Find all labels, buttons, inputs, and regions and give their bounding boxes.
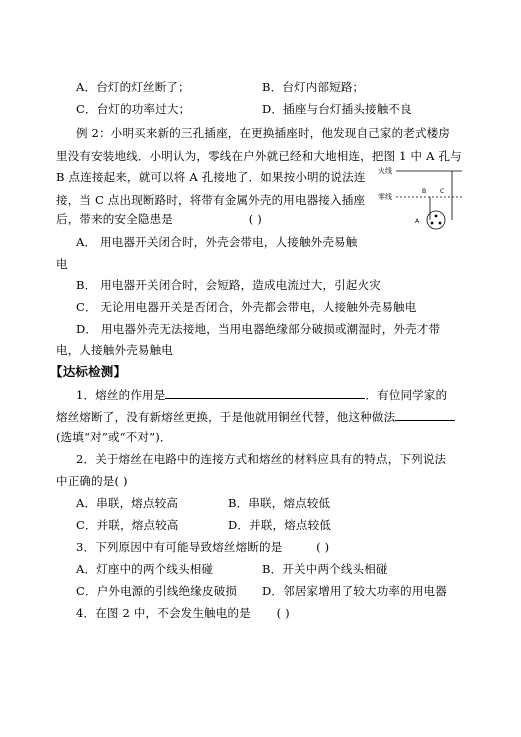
q4-answer-paren: ( ) (276, 606, 290, 620)
prev-option-b: B．台灯内部短路； (262, 80, 365, 94)
label-hole-a: A (415, 218, 420, 225)
q4-text: 4．在图 2 中，不会发生触电的是 (76, 606, 251, 620)
q2-option-a: A．串联，熔点较高 (76, 496, 179, 510)
q1-text-2: 熔丝熔断了，没有新熔丝更换，于是他就用铜丝代替，他这种做法 (56, 410, 396, 424)
q4-line (76, 606, 290, 621)
q2-line2: 中正确的是( ) (56, 474, 128, 488)
label-live-wire: 火线 (378, 167, 392, 175)
q2-line1: 2．关于熔丝在电路中的连接方式和熔丝的材料应具有的特点，下列说法 (76, 452, 447, 466)
q1-blank-1 (165, 387, 365, 399)
example2-option-b: B． 用电器开关闭合时，会短路，造成电流过大，引起火灾 (76, 278, 382, 292)
figure-1-socket-diagram (376, 160, 466, 232)
example2-option-a-line2: 电 (56, 257, 68, 271)
section-title: 【达标检测】 (50, 364, 127, 379)
q2-option-c: C．并联，熔点较高 (76, 518, 179, 532)
q3-text: 3．下列原因中有可能导致熔丝熔断的是 (76, 540, 283, 554)
q3-option-d: D．邻居家增用了较大功率的用电器 (262, 584, 447, 598)
example2-line1: 例 2：小明买来新的三孔插座，在更换插座时，他发现自己家的老式楼房 (76, 126, 451, 140)
q1-text-start: 1．熔丝的作用是 (76, 388, 166, 402)
answer-paren: ( ) (248, 212, 262, 226)
q1-text-end: ．有位同学家的 (365, 388, 448, 402)
q2-option-b: B．串联，熔点较低 (228, 496, 331, 510)
example2-option-d-line2: 电，人接触外壳易触电 (56, 343, 173, 357)
label-neutral-wire: 零线 (378, 193, 392, 201)
q1-line2 (56, 409, 455, 425)
example2-line5-text: 后，带来的安全隐患是 (56, 212, 173, 226)
prev-option-d: D．插座与台灯插头接触不良 (262, 102, 412, 116)
prev-option-c: C．台灯的功率过大； (76, 102, 191, 116)
q1-line1 (76, 387, 447, 403)
example2-line2: 里没有安装地线．小明认为，零线在户外就已经和大地相连，把图 1 中 A 孔与 (56, 149, 462, 163)
q1-blank-2 (395, 409, 455, 421)
q3-option-a: A．灯座中的两个线头相碰 (76, 562, 214, 576)
example2-option-d-line1: D． 用电器外壳无法接地，当用电器绝缘部分破损或潮湿时，外壳才带 (76, 322, 441, 336)
example2-option-a-line1: A． 用电器开关闭合时，外壳会带电，人接触外壳易触 (76, 235, 358, 249)
example2-option-c: C． 无论用电器开关是否闭合，外壳都会带电，人接触外壳易触电 (76, 300, 417, 314)
q3-option-c: C．户外电源的引线绝缘皮破损 (76, 584, 238, 598)
q2-option-d: D．并联，熔点较低 (228, 518, 332, 532)
label-point-b: B (422, 188, 427, 195)
label-point-c: C (440, 188, 445, 195)
q3-line (76, 540, 329, 555)
example2-line3: B 点连接起来，就可以将 A 孔接地了．如果按小明的说法连 (56, 170, 366, 184)
q3-answer-paren: ( ) (316, 540, 330, 554)
example2-line5 (56, 212, 262, 227)
q1-line3: (选填“对”或“不对”)． (56, 430, 172, 444)
prev-option-a: A．台灯的灯丝断了； (76, 80, 190, 94)
q3-option-b: B．开关中两个线头相碰 (262, 562, 388, 576)
example2-line4: 接，当 C 点出现断路时，将带有金属外壳的用电器接入插座 (56, 193, 366, 207)
